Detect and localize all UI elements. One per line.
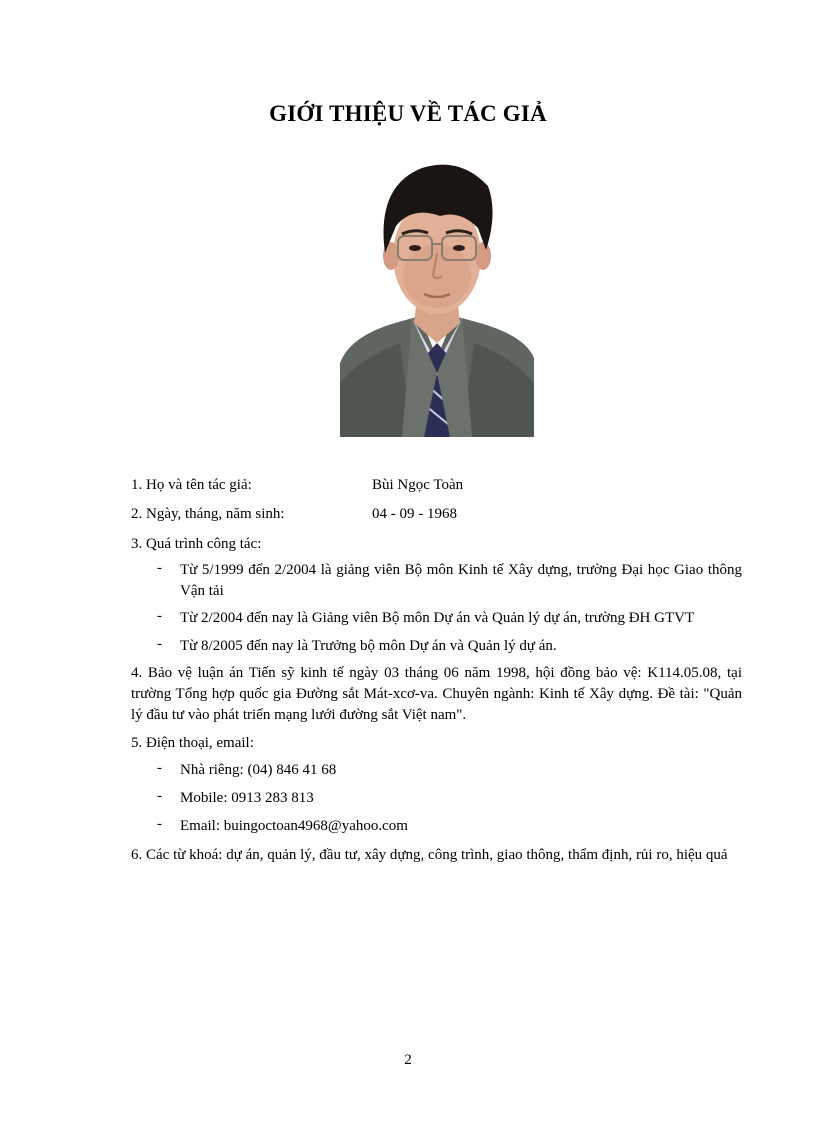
career-item-1: Từ 5/1999 đến 2/2004 là giảng viên Bộ môn Kinh tế Xây dựng, trường Đại học Giao thông Vận tải bbox=[180, 562, 742, 599]
author-portrait-image bbox=[340, 158, 534, 437]
contact-mobile: Mobile: 0913 283 813 bbox=[180, 790, 314, 806]
dob-row bbox=[131, 506, 457, 523]
contact-bullet-2: - bbox=[157, 788, 162, 804]
contact-bullet-1: - bbox=[157, 760, 162, 776]
career-bullet-3: - bbox=[157, 636, 162, 652]
portrait-icon bbox=[340, 158, 534, 437]
page-number: 2 bbox=[404, 1052, 412, 1068]
career-bullet-1: - bbox=[157, 560, 162, 576]
career-heading: 3. Quá trình công tác: bbox=[131, 536, 262, 552]
keywords-paragraph: 6. Các từ khoá: dự án, quản lý, đầu tư, xây dựng, công trình, giao thông, thẩm định, rủi ro, hiệu quả bbox=[131, 847, 728, 863]
career-item-3: Từ 8/2005 đến nay là Trưởng bộ môn Dự án và Quản lý dự án. bbox=[180, 638, 557, 654]
name-row bbox=[131, 477, 464, 494]
dob-label: 2. Ngày, tháng, năm sinh: bbox=[131, 506, 285, 522]
career-item-2: Từ 2/2004 đến nay là Giảng viên Bộ môn Dự án và Quản lý dự án, trường ĐH GTVT bbox=[180, 610, 695, 626]
page-title: GIỚI THIỆU VỀ TÁC GIẢ bbox=[269, 101, 547, 126]
name-value: Bùi Ngọc Toàn bbox=[372, 477, 464, 493]
contact-home-phone: Nhà riêng: (04) 846 41 68 bbox=[180, 762, 337, 778]
contact-heading: 5. Điện thoại, email: bbox=[131, 735, 254, 751]
career-bullet-2: - bbox=[157, 608, 162, 624]
contact-bullet-3: - bbox=[157, 816, 162, 832]
name-label: 1. Họ và tên tác giả: bbox=[131, 477, 252, 493]
dob-value: 04 - 09 - 1968 bbox=[372, 506, 457, 522]
thesis-paragraph: 4. Bảo vệ luận án Tiến sỹ kinh tế ngày 03 tháng 06 năm 1998, hội đồng bảo vệ: K114.05.08, tại trường Tổng hợp quốc gia Đường sắt Mát-xcơ-va. Chuyên ngành: Kinh tế Xây dựng. Đề tài: "Quản lý đầu tư vào phát triển mạng lưới đường sắt Việt nam". bbox=[131, 665, 742, 723]
contact-email: Email: buingoctoan4968@yahoo.com bbox=[180, 818, 408, 834]
